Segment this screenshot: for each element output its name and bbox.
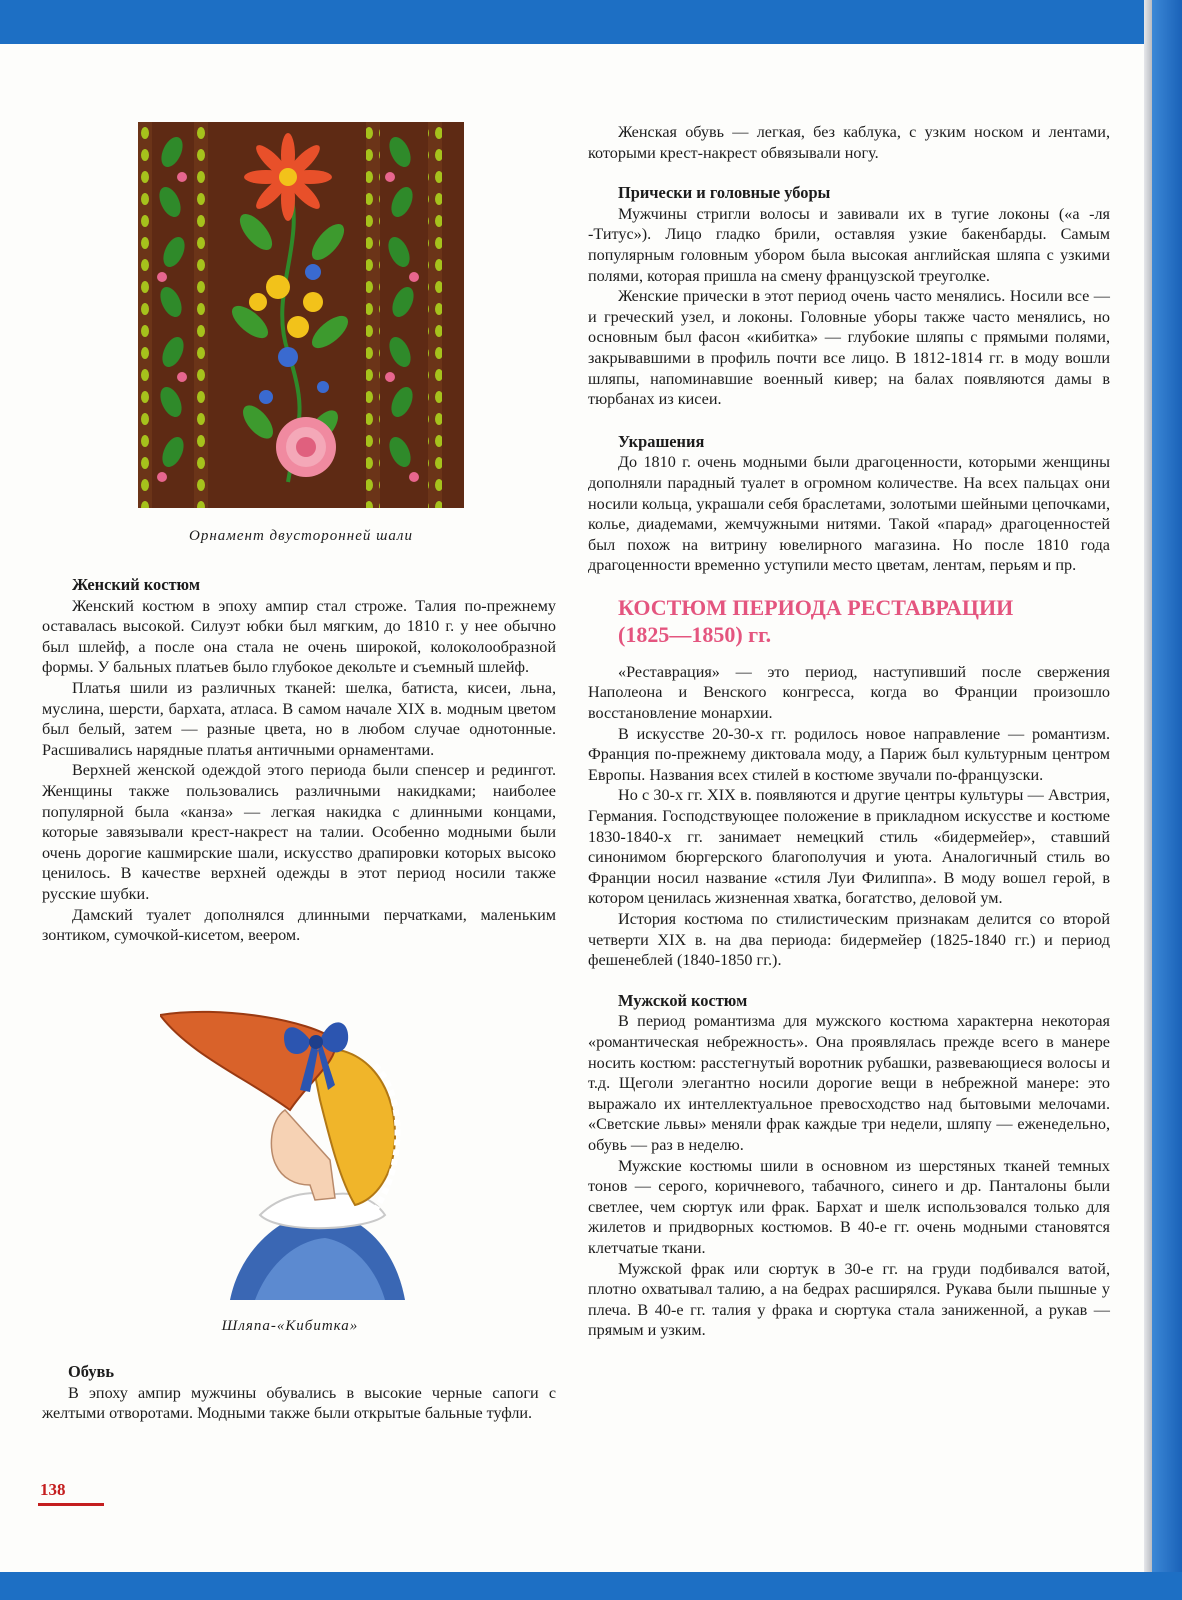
page-number-underline [38, 1503, 104, 1506]
mens-costume-paragraph: Мужской фрак или сюртук в 30-е гг. на груди подбивался ватой, плотно охватывал талию, а на бедрах расширялся. Рукава были пышные у плеча. В 40-е гг. талия у фрака и сюртука стала заниженной, а рукав — прямым и узким. [588, 1259, 1110, 1340]
left-column-text [42, 575, 556, 946]
page-edge-shadow [1144, 0, 1152, 1600]
hair-heading: Прически и головные уборы [618, 183, 831, 203]
right-column-text [588, 122, 1110, 1341]
mens-costume-heading: Мужской костюм [618, 990, 748, 1010]
hair-paragraph: Мужчины стригли волосы и завивали их в тугие локоны («а -ля -Титус»). Лицо гладко брили, оставляя узкие бакенбарды. Самым популярным головным убором была высокая английская шляпа с узкими полями, которая пришла на смену французской треуголке. [588, 204, 1110, 285]
footwear-paragraph: В эпоху ампир мужчины обувались в высокие черные сапоги с желтыми отворотами. Модными также были открытые бальные туфли. [42, 1383, 556, 1423]
footwear-heading: Обувь [68, 1362, 115, 1381]
restoration-paragraph: «Реставрация» — это период, наступивший после свержения Наполеона и Венского конгресса, когда во Франции произошло восстановление монархии. [588, 662, 1110, 723]
mens-costume-paragraph: Мужские костюмы шили в основном из шерстяных тканей темных тонов — серого, коричневого, табачного, синего и др. Панталоны были светлее, чем сюртук или фрак. Бархат и шелк использовался только для жилетов и придворных костюмов. В 40-е гг. очень модными становятся клетчатые ткани. [588, 1156, 1110, 1257]
shawl-caption: Орнамент двусторонней шали [189, 528, 413, 544]
bonnet-caption: Шляпа-«Кибитка» [221, 1318, 359, 1334]
restoration-title-line2: (1825—1850) гг. [618, 621, 772, 647]
jewelry-paragraph: До 1810 г. очень модными были драгоценности, которыми женщины дополняли парадный туалет в огромном количестве. На всех пальцах они носили кольца, украшали себя браслетами, золотыми шейными цепочками, колье, диадемами, жемчужными нитями. Такой «парад» драгоценностей был похож на витрину ювелирного магазина. Но после 1810 года драгоценности временно уступили место цветам, лентам, перьям и пр. [588, 453, 1110, 575]
womens-costume-paragraph: Дамский туалет дополнялся длинными перчатками, маленьким зонтиком, сумочкой-кисетом, веером. [42, 905, 556, 945]
hair-paragraph: Женские прически в этот период очень часто менялись. Носили все — и греческий узел, и локоны. Головные уборы также часто менялись, но основным был фасон «кибитка» — глубокие шляпы с прямыми полями, закрывавшими в профиль почти все лицо. В 1812-1814 гг. в моду вошли шляпы, напоминавшие военный кивер; на балах появляются дамы в тюрбанах из кисеи. [588, 287, 1110, 409]
womens-costume-paragraph: Женский костюм в эпоху ампир стал строже. Талия по-прежнему оставалась высокой. Силуэт юбки был мягким, до 1810 г. у нее обычно был шлейф, а после она стала не очень широкой, колоколообразной формы. У бальных платьев было глубокое декольте и съемный шлейф. [42, 596, 556, 677]
restoration-title-line1: КОСТЮМ ПЕРИОДА РЕСТАВРАЦИИ [618, 594, 1014, 620]
page-number: 138 [40, 1480, 66, 1499]
restoration-paragraph: Но с 30-х гг. XIX в. появляются и другие центры культуры — Австрия, Германия. Господствующее положение в прикладном искусстве и костюме 1830-1840-х гг. занимает немецкий стиль «бидермейер», ставший синонимом бюргерского благополучия и уюта. Аналогичный стиль во Франции носил название «стиля Луи Филиппа». В моду вошел герой, в котором ценилась жизненная хватка, богатство, деловой ум. [588, 786, 1110, 908]
footwear-section [42, 1362, 556, 1424]
restoration-paragraph: В искусстве 20-30-х гг. родилось новое направление — романтизм. Франция по-прежнему диктовала моду, а Париж был культурным центром Европы. Названия всех стилей в костюме звучали по-французски. [588, 724, 1110, 784]
womens-costume-heading: Женский костюм [72, 575, 201, 594]
mens-costume-paragraph: В период романтизма для мужского костюма характерна некоторая «романтическая небрежность». Она проявлялась прежде всего в манере носить костюм: расстегнутый воротник рубашки, развевающиеся волосы и т.д. Щеголи элегантно носили дорогие вещи в небрежной манере: это выражало их интеллектуальное превосходство над бытовыми мелочами. «Светские львы» меняли фрак каждые три недели, шляпу — еженедельно, обувь — раз в неделю. [588, 1012, 1110, 1154]
top-blue-band [0, 0, 1182, 44]
womens-costume-paragraph: Платья шили из различных тканей: шелка, батиста, кисеи, льна, муслина, шерсти, бархата, атласа. В самом начале XIX в. модным цветом был белый, затем — разные цвета, но в любом случае однотонные. Расшивались нарядные платья античными орнаментами. [42, 678, 556, 759]
right-blue-band [1152, 0, 1182, 1600]
restoration-section-title [588, 594, 1110, 648]
shawl-ornament-illustration [138, 122, 464, 508]
restoration-paragraph: История костюма по стилистическим признакам делится со второй четверти XIX в. на два периода: бидермейер (1825-1840 гг.) и период фешенеблей (1840-1850 гг.). [588, 910, 1110, 970]
womens-costume-paragraph: Верхней женской одеждой этого периода были спенсер и редингот. Женщины также пользовались различными накидками; наиболее популярной была «канза» — легкая накидка с длинными концами, которые завязывали крест-накрест на талии. Особенно модными были очень дорогие кашмирские шали, искусство драпировки которых высоко ценилось. В качестве верхней одежды в этот период носили также русские шубки. [42, 761, 556, 903]
footwear-continued-paragraph: Женская обувь — легкая, без каблука, с узким носком и лентами, которыми крест-накрест обвязывали ногу. [588, 123, 1110, 162]
kibitka-bonnet-illustration [160, 1000, 420, 1305]
jewelry-heading: Украшения [618, 431, 705, 451]
bottom-blue-band [0, 1572, 1182, 1600]
